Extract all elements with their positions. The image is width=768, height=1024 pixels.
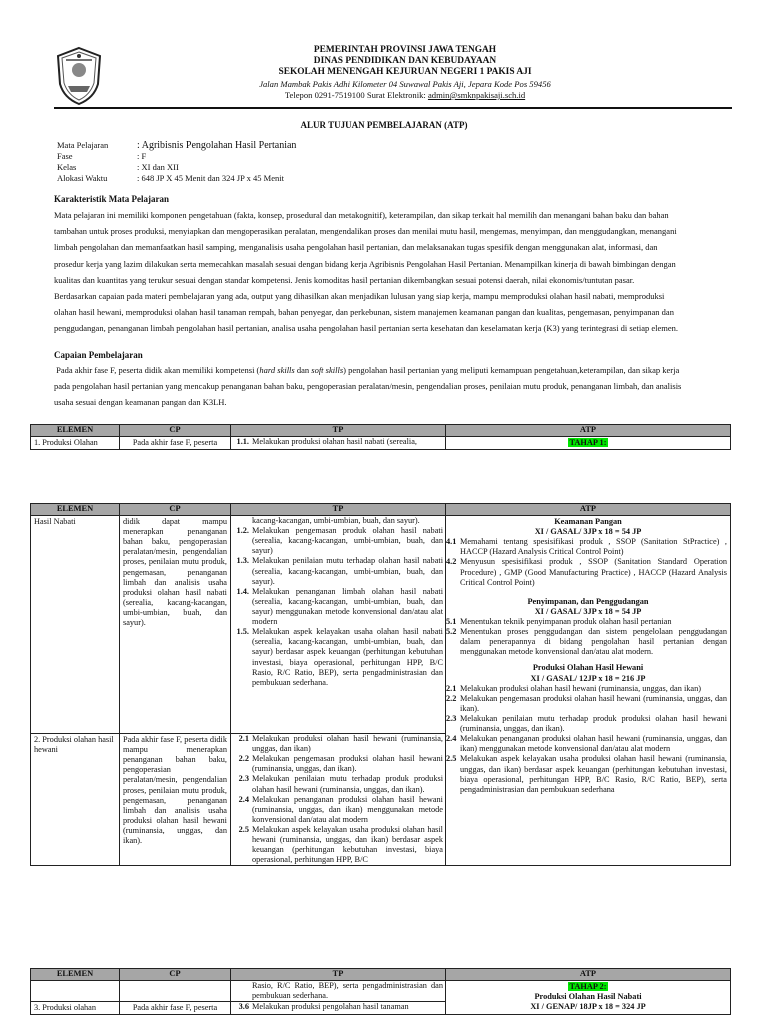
- tp-number: 2.3: [238, 774, 249, 784]
- header-atp: ATP: [446, 969, 731, 981]
- tp-item: [231, 516, 443, 526]
- header-contact: [130, 90, 680, 101]
- info-label: Kelas: [57, 162, 77, 172]
- capaian-text: dan: [294, 365, 312, 375]
- atp-table-part1: [30, 424, 731, 450]
- atp-text: Melakukan pengemasan produksi olahan hasil hewani (ruminansia, unggas, dan ikan).: [460, 693, 727, 713]
- header-elemen: ELEMEN: [31, 425, 120, 437]
- tp-item: [231, 1002, 443, 1012]
- header-line1: PEMERINTAH PROVINSI JAWA TENGAH: [313, 45, 497, 55]
- atp-group-subtitle: XI / GASAL/ 3JP x 18 = 54 JP: [534, 527, 642, 537]
- header-atp: ATP: [446, 425, 731, 437]
- info-label: Mata Pelajaran: [57, 140, 109, 150]
- header-address: Jalan Mambak Pakis Adhi Kilometer 04 Suwawal Pakis Aji, Jepara Kode Pos 59456: [259, 79, 551, 89]
- elemen-cell: Hasil Nabati: [31, 516, 120, 734]
- header-cp: CP: [120, 504, 231, 516]
- tp-item: [231, 981, 443, 1001]
- table-header-row: [31, 969, 731, 981]
- paragraph-line: Mata pelajaran ini memiliki komponen pengetahuan (fakta, konsep, prosedural dan metakognitif), keterampilan, dan sikap terkait hal memilih dan menangani bahan baku dan bahan: [54, 210, 669, 220]
- tp-text: Melakukan penilaian mutu terhadap produk produksi olahan hasil hewani (ruminansia, unggas, dan ikan).: [252, 774, 443, 794]
- atp-item: [446, 537, 727, 557]
- atp-table-part3: [30, 968, 731, 1015]
- atp-item: [446, 754, 727, 794]
- atp-number: 2.1: [446, 683, 457, 693]
- tp-number: 1.3.: [236, 556, 249, 566]
- tp-number: 2.4: [238, 794, 249, 804]
- atp-item: [446, 557, 727, 587]
- atp-text: Melakukan produksi olahan hasil hewani (ruminansia, unggas, dan ikan): [460, 683, 702, 693]
- atp-item: [446, 627, 727, 657]
- info-row: [57, 173, 557, 184]
- atp-number: 4.1: [446, 537, 457, 547]
- info-label: Alokasi Waktu: [57, 173, 108, 183]
- atp-cell: [446, 981, 731, 1015]
- tp-number: [231, 516, 252, 526]
- tp-number: 2.1: [238, 734, 249, 743]
- info-label: Fase: [57, 151, 73, 161]
- capaian-term: soft skills: [311, 365, 344, 375]
- header-cp: CP: [120, 969, 231, 981]
- tahap-wrap: [449, 982, 727, 992]
- cp-cell: Pada akhir fase F, peserta didik mampu menerapkan penanganan bahan baku, pengoperasian peralatan/mesin, pengendalian proses, penilaian mutu produk, pengemasan, penanganan limbah dan analisis usaha produksi olahan hasil hewani (ruminansia, unggas, dan ikan).: [120, 734, 231, 866]
- tp-item: [231, 774, 443, 794]
- atp-text: Menentukan teknik penyimpanan produk olahan hasil pertanian: [460, 616, 672, 626]
- table-row: [31, 437, 731, 450]
- atp-group-title: Produksi Olahan Hasil Hewani: [532, 663, 644, 673]
- table-header-row: [31, 425, 731, 437]
- atp-group-subtitle: XI / GASAL/ 12JP x 18 = 216 JP: [530, 673, 646, 683]
- province-coat-of-arms-icon: [54, 46, 104, 106]
- tp-cell: [231, 734, 446, 866]
- tp-text: Melakukan produksi olahan hasil hewani (ruminansia, unggas, dan ikan): [252, 734, 443, 754]
- info-row: [57, 162, 557, 173]
- tp-item: [231, 754, 443, 774]
- tp-text: Melakukan pengemasan produk olahan hasil nabati (serealia, kacang-kacangan, umbi-umbian, buah, dan sayur): [252, 526, 443, 556]
- tp-item: [231, 526, 443, 556]
- elemen-cell: 1. Produksi Olahan: [31, 437, 120, 450]
- paragraph-line: kualitas dan kuantitas yang terukur sesuai dengan standar kompetensi. Jenis komoditas hasil pertanian dikembangkan sesuai potensi daerah, nilai ekonomis/tuntutan pasar.: [54, 274, 635, 285]
- paragraph-line: usaha sesuai dengan keamanan pangan dan K3LH.: [54, 397, 227, 408]
- subject-info: [57, 140, 557, 184]
- header-line3: SEKOLAH MENENGAH KEJURUAN NEGERI 1 PAKIS AJI: [278, 67, 532, 77]
- cp-cell: didik dapat mampu menerapkan penanganan bahan baku, pengoperasian peralatan/mesin, pengendalian proses, penilaian mutu produk, pengemasan, penanganan limbah dan analisis usaha produksi olahan hasil nabati (serealia, kacang-kacangan, umbi-umbian, buah, dan sayur).: [120, 516, 231, 734]
- atp-group-title: Produksi Olahan Hasil Nabati: [534, 992, 642, 1002]
- tp-number: 3.6: [238, 1002, 249, 1012]
- paragraph-line: [54, 362, 732, 378]
- atp-text: Melakukan penilaian mutu terhadap produk produksi olahan hasil hewani (ruminansia, unggas, dan ikan).: [460, 713, 727, 734]
- tp-item: [231, 825, 443, 865]
- paragraph-line: pada pengolahan hasil pertanian yang mencakup penanganan bahan baku, pengoperasian peralatan/mesin, pengendalian proses, penilaian mutu produk, penanganan limbah, dan analisis: [54, 381, 682, 392]
- atp-cell: [446, 437, 731, 450]
- atp-group-title: Keamanan Pangan: [554, 517, 622, 526]
- document-title: ALUR TUJUAN PEMBELAJARAN (ATP): [300, 120, 468, 130]
- atp-number: 2.5: [446, 754, 457, 764]
- atp-item: [446, 616, 727, 627]
- elemen-cell: [31, 981, 120, 1002]
- tp-item: [231, 627, 443, 688]
- info-value: : 648 JP X 45 Menit dan 324 JP x 45 Menit: [137, 173, 284, 183]
- atp-number: 2.2: [446, 693, 457, 703]
- atp-text: Menyusun spesisifikasi produk , SSOP (Sanitation Standard Operation Procedure) , GMP (Good Manufacturing Practice) , HACCP (Hazard Analysis Critical Control Point): [460, 557, 727, 587]
- atp-number: 2.3: [446, 713, 457, 723]
- atp-text: Menentukan proses penggudangan dan sistem pengelolaan penggudangan dalam penerapannya di bidang pengolahan hasil pertanian dengan menggunakan metode konvensional dan/atau alat modern.: [460, 627, 727, 657]
- paragraph-line: limbah pengolahan dan memanfaatkan hasil samping, menganalisis usaha pengolahan hasil pertanian, dan melaksanakan tugas spesifik dengan menggunakan alat, informasi, dan: [54, 242, 658, 253]
- header-tp: TP: [231, 504, 446, 516]
- atp-item: [446, 734, 727, 754]
- header-atp: ATP: [446, 504, 731, 516]
- atp-number: 5.1: [446, 616, 457, 626]
- tp-cell: [231, 516, 446, 734]
- tp-text: Melakukan penanganan produksi olahan hasil hewani (ruminansia, unggas, dan ikan) menggunakan metode konvensional dan/atau alat modern: [252, 794, 443, 824]
- capaian-heading: Capaian Pembelajaran: [54, 350, 143, 360]
- capaian-paragraph: [54, 362, 732, 411]
- letterhead: [0, 40, 768, 110]
- tahap-badge: TAHAP 1:: [569, 438, 607, 447]
- atp-group-subtitle: XI / GENAP/ 18JP x 18 = 324 JP: [530, 1002, 646, 1012]
- capaian-term: hard skills: [259, 365, 295, 375]
- tp-cell: [231, 981, 446, 1002]
- tp-text: Melakukan produksi pengolahan hasil tanaman: [252, 1002, 409, 1012]
- paragraph-line: Berdasarkan capaian pada materi pembelajaran yang ada, output yang dihasilkan akan menjadikan lulusan yang siap kerja, mampu memproduksi olahan hasil nabati, memproduksi: [54, 291, 665, 302]
- atp-text: Memahami tentang spesisifikasi produk , SSOP (Sanitation StPractice) , HACCP (Hazard Analysis Critical Control Point): [460, 537, 727, 557]
- atp-text: Melakukan penanganan produksi olahan hasil hewani (ruminansia, unggas, dan ikan) menggunakan metode konvensional dan/atau alat modern: [460, 734, 727, 754]
- capaian-text: Pada akhir fase F, peserta didik akan memiliki kompetensi (: [56, 365, 260, 375]
- info-value: : F: [137, 151, 147, 161]
- tp-number: [231, 981, 252, 1001]
- atp-number: 4.2: [446, 557, 457, 567]
- header-elemen: ELEMEN: [31, 969, 120, 981]
- elemen-cell: 2. Produksi olahan hasil hewani: [31, 734, 120, 866]
- tp-number: 1.2.: [236, 526, 249, 536]
- capaian-text: ) pengolahan hasil pertanian yang meliputi kemampuan pengetahuan,keterampilan, dan sikap kerja: [343, 365, 680, 375]
- atp-number: 5.2: [446, 627, 457, 637]
- table-row: [31, 516, 731, 734]
- tp-text: Melakukan produksi olahan hasil nabati (serealia,: [252, 437, 417, 446]
- paragraph-line: prosedur kerja yang lazim dilakukan serta memecahkan masalah sesuai dengan bidang kerja Agribisnis Pengolahan Hasil Pertanian. Menampilkan kinerja di bawah bimbingan dengan: [54, 258, 676, 269]
- header-tp: TP: [231, 969, 446, 981]
- atp-text: Melakukan aspek kelayakan usaha produksi olahan hasil hewani (ruminansia, unggas, dan ikan) berdasar aspek keuangan (perhitungan kebutuhan investasi, biaya operasional, perhitungan HPP, B/C Rasio, R/C Ratio, BEP), serta pengadministrasian dan pembukuan sederhana: [460, 754, 727, 794]
- cp-cell: Pada akhir fase F, peserta: [120, 437, 231, 450]
- karakteristik-paragraph: [54, 207, 732, 337]
- header-phone: Telepon 0291-7519100 Surat Elektronik:: [284, 90, 428, 100]
- tp-item: [231, 556, 443, 586]
- paragraph-line: penggudangan, penanganan limbah pengolahan hasil pertanian, analisa usaha pengolahan hasil pertanian serta kesehatan dan keselamatan kerja (K3) yang terintegrasi di setiap elemen.: [54, 323, 679, 334]
- header-tp: TP: [231, 425, 446, 437]
- elemen-cell: 3. Produksi olahan: [31, 1002, 120, 1015]
- atp-table-part2: [30, 503, 731, 866]
- cp-cell: Pada akhir fase F, peserta: [120, 1002, 231, 1015]
- tp-item: [231, 795, 443, 825]
- atp-cell: [446, 516, 731, 866]
- table-header-row: [31, 504, 731, 516]
- atp-group-subtitle: XI / GASAL/ 3JP x 18 = 54 JP: [534, 606, 642, 616]
- tp-item: [231, 437, 443, 447]
- info-row: [57, 140, 557, 151]
- tp-text: Melakukan aspek kelayakan usaha olahan hasil nabati (serealia, kacang-kacangan, umbi-umbian, buah, dan sayur) berdasar aspek keuangan (perhitungan kebutuhan investasi, biaya operasional, perhitungan HPP, B/C Rasio, R/C Ratio, BEP), serta pengadministrasian dan pembukuan sederhana.: [252, 627, 443, 687]
- header-line2: DINAS PENDIDIKAN DAN KEBUDAYAAN: [313, 56, 497, 66]
- atp-group-title: Penyimpanan, dan Penggudangan: [527, 596, 649, 606]
- header-elemen: ELEMEN: [31, 504, 120, 516]
- atp-item: [446, 683, 727, 694]
- cp-cell: [120, 981, 231, 1002]
- tahap-badge: TAHAP 2:: [569, 982, 607, 991]
- tp-item: [231, 734, 443, 754]
- tp-number: 1.1.: [236, 437, 249, 446]
- tp-number: 1.5.: [236, 627, 249, 637]
- tp-cell: [231, 1002, 446, 1015]
- paragraph-line: olahan hasil hewani, memproduksi olahan hasil tanaman rempah, bahan penyegar, dan perkebunan, sistem manajemen keamanan pangan dan kualitas, pengemasan, penyimpanan dan: [54, 307, 674, 318]
- header-cp: CP: [120, 425, 231, 437]
- tp-text: Melakukan aspek kelayakan usaha produksi olahan hasil hewani (ruminansia, unggas, dan ikan) berdasar aspek keuangan (perhitungan kebutuhan investasi, biaya operasional, perhitungan HPP, B/C: [252, 824, 443, 865]
- tp-text: Rasio, R/C Ratio, BEP), serta pengadministrasian dan pembukuan sederhana.: [252, 981, 443, 1001]
- tp-number: 2.2: [238, 754, 249, 764]
- tp-number: 1.4.: [236, 586, 249, 596]
- tp-text: Melakukan penanganan limbah olahan hasil nabati (serealia, kacang-kacangan, umbi-umbian, buah, dan sayur) menggunakan metode konvensional dan/atau alat modern: [252, 586, 443, 627]
- karakteristik-heading: Karakteristik Mata Pelajaran: [54, 194, 169, 204]
- info-row: [57, 151, 557, 162]
- paragraph-line: tambahan untuk proses produksi, menyiapkan dan mengoperasikan peralatan, mengendalikan proses dan menilai mutu hasil, mengemas, menyimpan, dan menggudangkan, menangani: [54, 226, 677, 237]
- tp-text: Melakukan pengemasan produksi olahan hasil hewani (ruminansia, unggas, dan ikan).: [252, 754, 443, 774]
- tp-number: 2.5: [238, 824, 249, 834]
- tp-text: Melakukan penilaian mutu terhadap olahan hasil nabati (serealia, kacang-kacangan, umbi-umbian, buah, dan sayur).: [252, 556, 443, 586]
- tp-item: [231, 587, 443, 627]
- atp-item: [446, 713, 727, 734]
- info-value: : Agribisnis Pengolahan Hasil Pertanian: [137, 140, 297, 151]
- info-value: : XI dan XII: [137, 162, 179, 172]
- atp-number: 2.4: [446, 734, 457, 744]
- tp-text: kacang-kacangan, umbi-umbian, buah, dan sayur).: [252, 516, 420, 525]
- atp-item: [446, 693, 727, 714]
- header-divider: [54, 107, 732, 109]
- table-row: [31, 981, 731, 1002]
- header-email-link[interactable]: admin@smknpakisaji.sch.id: [427, 90, 526, 100]
- tp-cell: [231, 437, 446, 450]
